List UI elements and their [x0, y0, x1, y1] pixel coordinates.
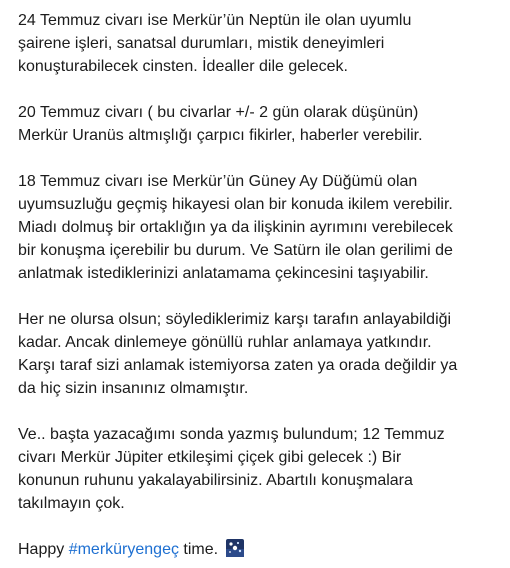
text-line: 18 Temmuz civarı ise Merkür’ün Güney Ay Düğümü olan	[18, 173, 418, 190]
paragraph-uranus	[18, 101, 504, 147]
paragraph-gap	[18, 400, 504, 423]
paragraph-gap	[18, 515, 504, 538]
paragraph-jupiter	[18, 423, 504, 515]
paragraph-south-node	[18, 170, 504, 285]
text-line: uyumsuzluğu geçmiş hikayesi olan bir konuda ikilem verebilir.	[18, 196, 453, 213]
text-line: Miadı dolmuş bir ortaklığın ya da ilişkinin ayrımını verebilecek	[18, 219, 453, 236]
text-line: da hiç sizin insanınız olmamıştır.	[18, 380, 249, 397]
closing-prefix: Happy	[18, 541, 69, 558]
text-line: konunun ruhunu yakalayabilirsiniz. Abartılı konuşmalara	[18, 472, 413, 489]
text-line: kadar. Ancak dinlemeye gönüllü ruhlar anlamaya yatkındır.	[18, 334, 432, 351]
text-line: 24 Temmuz civarı ise Merkür’ün Neptün ile olan uyumlu	[18, 12, 412, 29]
text-line: şairene işleri, sanatsal durumları, mistik deneyimleri	[18, 35, 385, 52]
text-line: Merkür Uranüs altmışlığı çarpıcı fikirler, haberler verebilir.	[18, 127, 423, 144]
post-body	[18, 9, 504, 561]
text-line: bir konuşma içerebilir bu durum. Ve Satürn ile olan gerilimi de	[18, 242, 453, 259]
paragraph-gap	[18, 285, 504, 308]
text-line: 20 Temmuz civarı ( bu civarlar +/- 2 gün olarak düşünün)	[18, 104, 419, 121]
hashtag-link[interactable]: #merküryengeç	[68, 541, 179, 558]
closing-suffix: time.	[178, 541, 219, 558]
text-line: Karşı taraf sizi anlamak istemiyorsa zaten ya orada değildir ya	[18, 357, 458, 374]
night-sky-stars-icon	[226, 539, 244, 557]
text-line: Her ne olursa olsun; söylediklerimiz karşı tarafın anlayabildiği	[18, 311, 452, 328]
paragraph-gap	[18, 147, 504, 170]
paragraph-neptune	[18, 9, 504, 78]
text-line: konuşturabilecek cinsten. İdealler dile gelecek.	[18, 58, 348, 75]
paragraph-gap	[18, 78, 504, 101]
text-line: Ve.. başta yazacağımı sonda yazmış bulundum; 12 Temmuz	[18, 426, 445, 443]
text-line: anlatmak istediklerinizi anlatamama çekincesini taşıyabilir.	[18, 265, 429, 282]
text-line: takılmayın çok.	[18, 495, 125, 512]
paragraph-listening	[18, 308, 504, 400]
closing-line	[18, 538, 504, 561]
text-line: civarı Merkür Jüpiter etkileşimi çiçek gibi gelecek :) Bir	[18, 449, 402, 466]
